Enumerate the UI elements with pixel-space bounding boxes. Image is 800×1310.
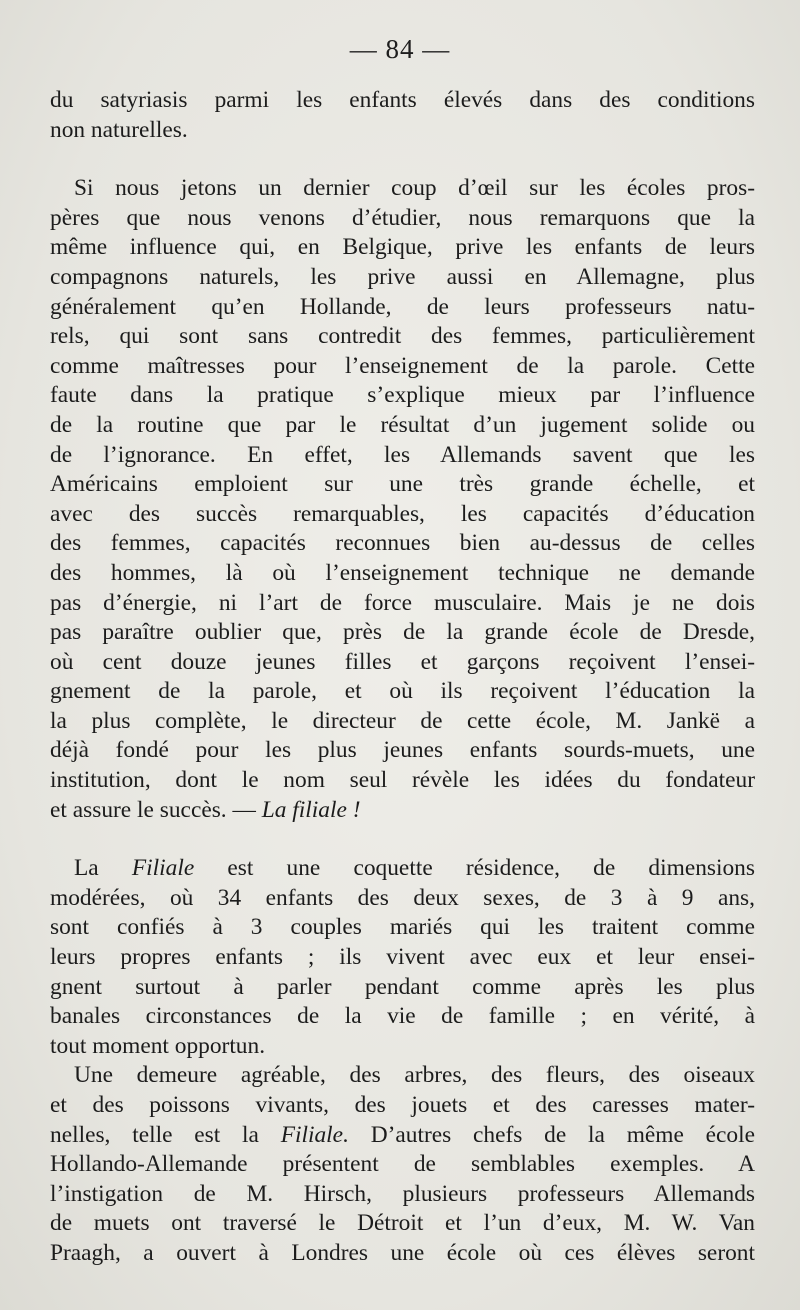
text-line: gnent surtout à parler pendant comme après les plus [50,973,755,1000]
text-line: non naturelles. [50,116,188,143]
text-fragment: et assure le succès. — [50,796,262,823]
text-line: de la routine que par le résultat d’un jugement solide ou [50,411,755,438]
text-line [50,1121,755,1151]
text-line: où cent douze jeunes filles et garçons reçoivent l’ensei- [50,648,755,675]
text-line: Hollando-Allemande présentent de semblables exemples. A [50,1151,755,1178]
text-line: modérées, où 34 enfants des deux sexes, de 3 à 9 ans, [50,884,755,911]
text-line: de muets ont traversé le Détroit et l’un d’eux, M. W. Van [50,1210,755,1237]
text-line: l’instigation de M. Hirsch, plusieurs professeurs Allemands [50,1180,755,1207]
text-line: et des poissons vivants, des jouets et des caresses mater- [50,1092,755,1118]
text-line: généralement qu’en Hollande, de leurs professeurs natu- [50,293,755,320]
text-line: institution, dont le nom seul révèle les idées du fondateur [50,767,755,794]
text-line: sont confiés à 3 couples mariés qui les traitent comme [50,914,755,941]
text-line: pas d’énergie, ni l’art de force musculaire. Mais je ne dois [50,589,755,616]
text-line: pères que nous venons d’étudier, nous remarquons que la [50,204,755,231]
text-line: des hommes, là où l’enseignement technique ne demande [50,559,755,586]
text-line: Si nous jetons un dernier coup d’œil sur les écoles pros- [74,175,755,202]
text-line: leurs propres enfants ; ils vivent avec eux et leur ensei- [50,944,755,971]
paragraph-2 [50,174,755,825]
text-line: gnement de la parole, et où ils reçoivent l’éducation la [50,678,755,705]
paragraph-1 [50,86,755,145]
text-line [50,854,755,884]
text-fragment: La [74,855,132,882]
italic-title: Filiale. [280,1121,349,1148]
text-line: déjà fondé pour les plus jeunes enfants sourds-muets, une [50,737,755,764]
body-text [50,86,755,1269]
text-line: Américains emploient sur une très grande échelle, et [50,471,755,498]
text-line: comme maîtresses pour l’enseignement de la parole. Cette [50,352,755,379]
text-line: Praagh, a ouvert à Londres une école où ces élèves seront [50,1239,755,1266]
text-line: du satyriasis parmi les enfants élevés dans des conditions [50,87,755,113]
text-line: même influence qui, en Belgique, prive les enfants de leurs [50,234,755,261]
text-line: pas paraître oublier que, près de la grande école de Dresde, [50,619,755,646]
text-line: tout moment opportun. [50,1032,266,1059]
text-line: des femmes, capacités reconnues bien au-dessus de celles [50,530,755,557]
text-line: avec des succès remarquables, les capacités d’éducation [50,500,755,527]
italic-title: La filiale ! [261,796,361,823]
page-number: — 84 — [349,34,451,64]
text-line: compagnons naturels, les prive aussi en Allemagne, plus [50,263,755,290]
paragraph-4 [50,1061,755,1268]
text-line [50,796,755,826]
text-line: faute dans la pratique s’explique mieux par l’influence [50,382,755,409]
text-line: rels, qui sont sans contredit des femmes, particulièrement [50,323,755,350]
text-line: Une demeure agréable, des arbres, des fleurs, des oiseaux [74,1062,755,1089]
italic-title: Filiale [131,855,195,882]
paragraph-3 [50,854,755,1061]
text-fragment: est une coquette résidence, de dimensions [194,855,755,882]
text-line: banales circonstances de la vie de famille ; en vérité, à [50,1003,755,1030]
text-line: la plus complète, le directeur de cette école, M. Jankë a [50,707,755,734]
text-line: de l’ignorance. En effet, les Allemands savent que les [50,441,755,468]
text-fragment: nelles, telle est la [50,1121,281,1148]
text-fragment: D’autres chefs de la même école [348,1121,756,1148]
